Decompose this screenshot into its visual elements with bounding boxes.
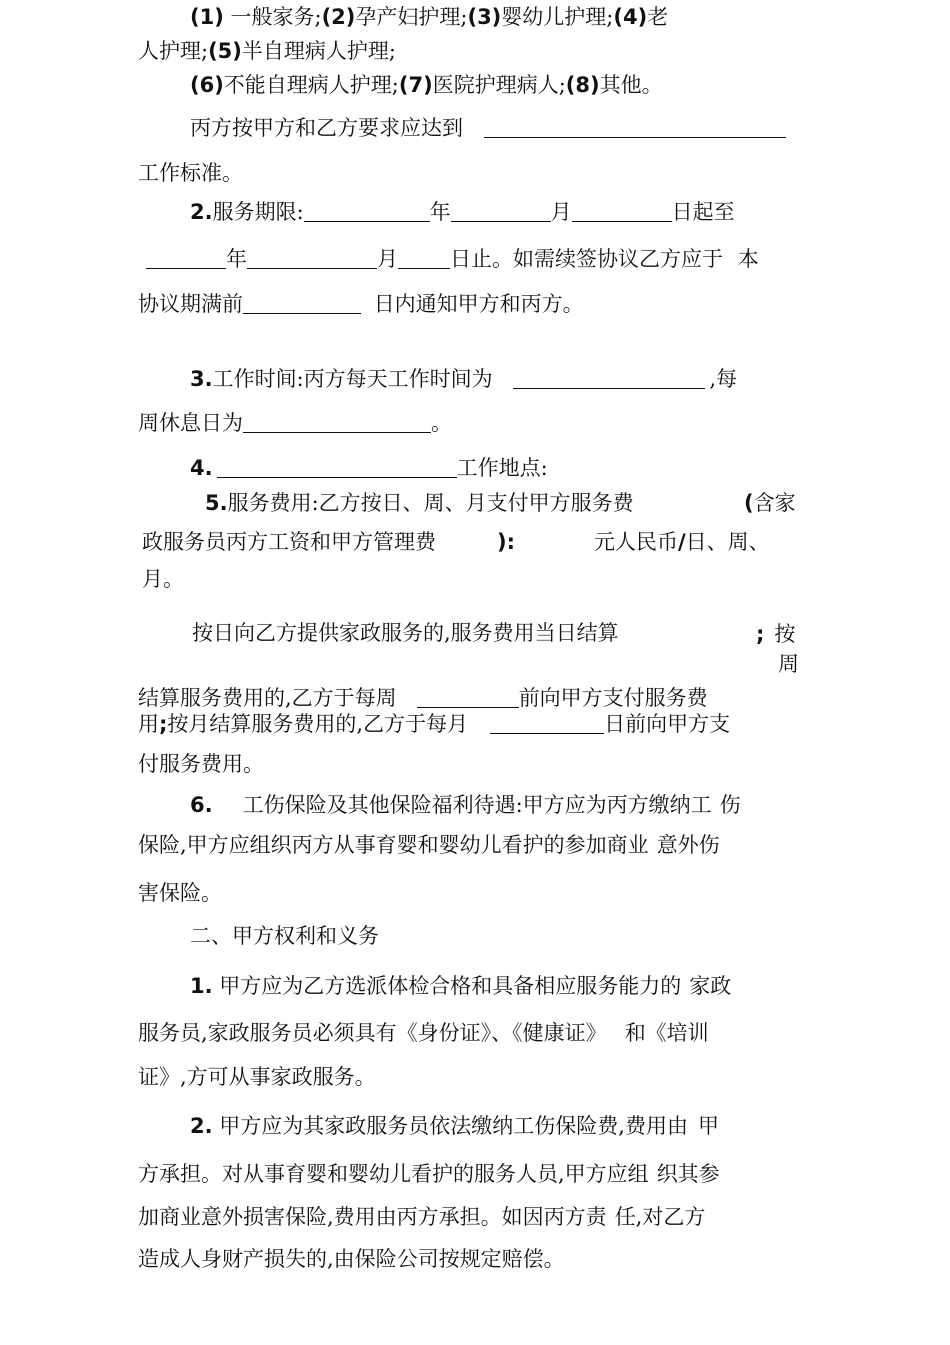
- item-number: (1): [190, 5, 224, 29]
- work-place-label: 工作地点:: [456, 456, 548, 480]
- currency-label: 元人民币: [594, 530, 678, 554]
- work-place-blank[interactable]: [217, 457, 457, 478]
- right-2-text: 加商业意外损害保险,费用由丙方承担。如因丙方责: [138, 1205, 607, 1229]
- item-text: 不能自理病人护理;: [223, 73, 399, 97]
- right-2-text: 任,对乙方: [614, 1205, 706, 1229]
- right-2-text: 甲: [697, 1114, 719, 1138]
- item-number: (2): [321, 5, 356, 29]
- service-term-line-2: [146, 246, 759, 272]
- service-fee-text: 服务费用:乙方按日、周、月支付甲方服务费: [227, 491, 634, 515]
- insurance-text: 保险,甲方应组织丙方从事育婴和婴幼儿看护的参加商业: [138, 833, 649, 857]
- right-1-text: 服务员,家政服务员必须具有《身份证》、《健康证》: [138, 1021, 607, 1045]
- settlement-text: 用: [138, 712, 159, 736]
- work-standard-blank[interactable]: [484, 117, 786, 138]
- semicolon: ;: [756, 622, 765, 646]
- item-number: (8): [565, 73, 600, 97]
- service-fee-text: 含家: [753, 491, 796, 515]
- work-hours-line-2: [138, 410, 452, 436]
- settlement-text: 周: [778, 652, 799, 676]
- settlement-line-2: [138, 685, 708, 711]
- right-1-text: 和《培训: [624, 1021, 709, 1045]
- right-1-text: 甲方应为乙方选派体检合格和具备相应服务能力的: [219, 974, 682, 998]
- work-hours-text: 工作时间:丙方每天工作时间为: [212, 367, 493, 391]
- slash: /: [678, 530, 686, 554]
- work-standard-suffix: 工作标准。: [138, 161, 243, 185]
- service-types-line-1: [190, 4, 668, 30]
- right-1-text: 家政: [689, 974, 732, 998]
- service-fee-line-3: [142, 566, 184, 592]
- term-text: 协议期满前: [138, 292, 243, 316]
- item-number: (6): [190, 73, 224, 97]
- item-text: 人护理;: [138, 39, 209, 63]
- insurance-line-3: [138, 880, 222, 906]
- notice-days-blank[interactable]: [243, 293, 361, 314]
- service-types-line-3: [190, 72, 663, 98]
- insurance-text: 工伤保险及其他保险福利待遇:甲方应为丙方缴纳工: [242, 793, 712, 817]
- work-hours-line-1: [190, 366, 737, 392]
- work-hours-text: ,每: [709, 367, 738, 391]
- day-from-label: 日起至: [671, 200, 735, 224]
- service-fee-text: 政服务员丙方工资和甲方管理费: [142, 530, 436, 554]
- item-text: 婴幼儿护理;: [501, 5, 614, 29]
- month-label: 月: [377, 247, 398, 271]
- service-fee-line-2b: [497, 529, 515, 555]
- insurance-line-1: [190, 792, 741, 818]
- year-label: 年: [226, 247, 247, 271]
- work-standard-line-2: [138, 160, 243, 186]
- settlement-line-1: [192, 620, 619, 646]
- item-number: (4): [613, 5, 648, 29]
- right-1-line-1: [190, 973, 731, 999]
- clause-number: 3.: [190, 367, 213, 391]
- right-1-text: 证》,方可从事家政服务。: [138, 1065, 376, 1089]
- service-term-line-1: [190, 199, 735, 225]
- clause-number: 6.: [190, 793, 213, 817]
- weekly-pay-day-blank[interactable]: [417, 687, 519, 708]
- work-place-line: [190, 455, 548, 481]
- service-types-line-2: [138, 38, 396, 64]
- service-term-line-3: [138, 291, 584, 317]
- work-standard-text: 丙方按甲方和乙方要求应达到: [190, 116, 463, 140]
- settlement-zhou: [778, 651, 799, 677]
- period: 。: [431, 411, 452, 435]
- paren-close: ):: [497, 530, 515, 554]
- monthly-pay-day-blank[interactable]: [490, 713, 604, 734]
- settlement-line-4: [138, 751, 264, 777]
- rest-day-label: 周休息日为: [138, 411, 243, 435]
- right-2-line-3: [138, 1204, 705, 1230]
- start-day-blank[interactable]: [572, 201, 672, 222]
- right-2-line-2: [138, 1161, 720, 1187]
- month-label: 月: [550, 200, 572, 224]
- day-to-label: 日止。如需续签协议乙方应于: [450, 247, 723, 271]
- item-number: (3): [467, 5, 502, 29]
- period-options: 日、周、: [685, 530, 770, 554]
- settlement-text: 付服务费用。: [138, 752, 264, 776]
- clause-number: 2.: [190, 1114, 213, 1138]
- section-title: 二、甲方权利和义务: [190, 924, 379, 948]
- settlement-text: 前向甲方支付服务费: [518, 686, 708, 710]
- settlement-line-3: [138, 711, 730, 737]
- item-text: 孕产妇护理;: [355, 5, 468, 29]
- end-day-blank[interactable]: [398, 248, 450, 269]
- right-2-text: 方承担。对从事育婴和婴幼儿看护的服务人员,甲方应组: [138, 1162, 649, 1186]
- service-fee-line-2c: [594, 529, 770, 555]
- end-year-blank[interactable]: [146, 248, 226, 269]
- right-2-text: 甲方应为其家政服务员依法缴纳工伤保险费,费用由: [219, 1114, 688, 1138]
- item-number: (5): [208, 39, 242, 63]
- end-month-blank[interactable]: [247, 248, 377, 269]
- clause-number: 4.: [190, 456, 213, 480]
- start-year-blank[interactable]: [304, 201, 430, 222]
- item-number: (7): [398, 73, 433, 97]
- insurance-text: 意外伤: [656, 833, 720, 857]
- insurance-text: 害保险。: [138, 881, 222, 905]
- item-text: 其他。: [599, 73, 663, 97]
- clause-number: 2.: [190, 200, 213, 224]
- service-fee-paren: [744, 490, 796, 516]
- service-fee-text: 月。: [142, 567, 184, 591]
- right-1-line-3: [138, 1064, 376, 1090]
- term-text: 日内通知甲方和丙方。: [373, 292, 584, 316]
- service-fee-line-1: [205, 490, 634, 516]
- rest-day-blank[interactable]: [243, 412, 431, 433]
- section-heading: [190, 923, 379, 949]
- paren: (: [744, 491, 754, 515]
- right-2-text: 织其参: [656, 1162, 720, 1186]
- right-2-line-1: [190, 1113, 719, 1139]
- service-term-label: 服务期限:: [212, 200, 304, 224]
- item-text: 医院护理病人;: [432, 73, 566, 97]
- item-text: 半自理病人护理;: [241, 39, 396, 63]
- term-text: 本: [737, 247, 759, 271]
- semicolon: ;: [159, 712, 168, 736]
- insurance-line-2: [138, 832, 720, 858]
- item-text: 老: [647, 5, 669, 29]
- year-label: 年: [429, 200, 451, 224]
- service-fee-line-2: [142, 529, 436, 555]
- insurance-text: 伤: [719, 793, 741, 817]
- settlement-semicolon: [756, 621, 795, 647]
- clause-number: 1.: [190, 974, 213, 998]
- start-month-blank[interactable]: [451, 201, 551, 222]
- right-1-line-2: [138, 1020, 709, 1046]
- settlement-text: 日前向甲方支: [604, 712, 731, 736]
- item-text: 一般家务;: [230, 5, 322, 29]
- settlement-text: 按: [774, 622, 796, 646]
- settlement-text: 结算服务费用的,乙方于每周: [138, 686, 397, 710]
- right-2-line-4: [138, 1246, 565, 1272]
- settlement-text: 按月结算服务费用的,乙方于每月: [167, 712, 469, 736]
- right-2-text: 造成人身财产损失的,由保险公司按规定赔偿。: [138, 1247, 565, 1271]
- settlement-text: 按日向乙方提供家政服务的,服务费用当日结算: [192, 621, 619, 645]
- work-standard-line-1: [190, 115, 786, 141]
- daily-hours-blank[interactable]: [513, 368, 705, 389]
- clause-number: 5.: [205, 491, 228, 515]
